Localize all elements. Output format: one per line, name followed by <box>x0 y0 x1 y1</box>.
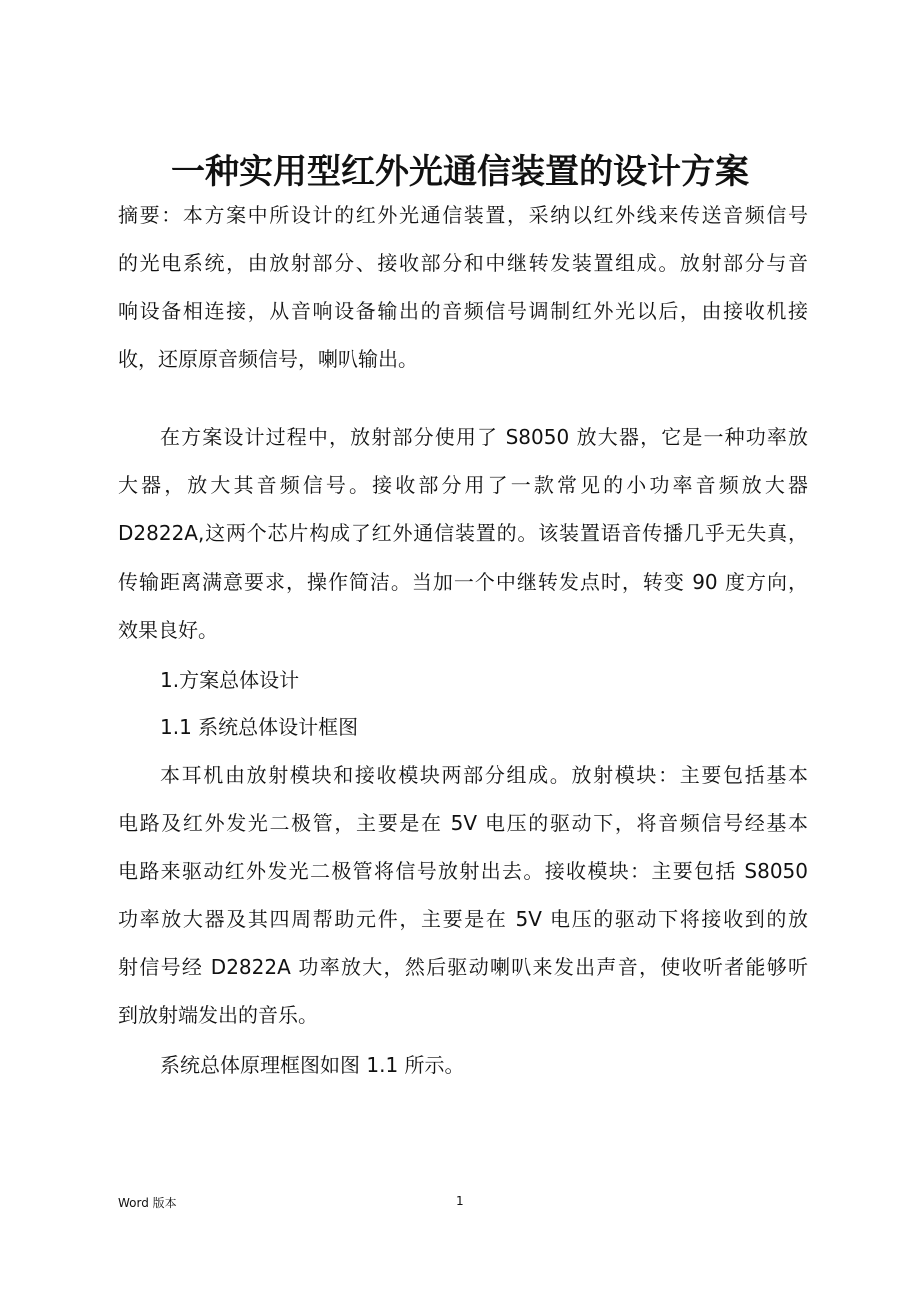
paragraph-line: 在方案设计过程中，放射部分使用了 S8050 放大器，它是一种功率放 <box>160 425 808 449</box>
paragraph-line: 射信号经 D2822A 功率放大，然后驱动喇叭来发出声音，使收听者能够听 <box>118 955 808 979</box>
page-number: 1 <box>456 1194 464 1208</box>
paragraph-line: 摘要：本方案中所设计的红外光通信装置，采纳以红外线来传送音频信号 <box>118 203 808 227</box>
paragraph-line: 大器，放大其音频信号。接收部分用了一款常见的小功率音频放大器 <box>118 473 808 497</box>
paragraph-line: 传输距离满意要求，操作简洁。当加一个中继转发点时，转变 90 度方向， <box>118 570 808 594</box>
section-heading: 1.方案总体设计 <box>160 668 300 692</box>
paragraph-line: 本耳机由放射模块和接收模块两部分组成。放射模块：主要包括基本 <box>160 763 808 787</box>
paragraph-line: 响设备相连接，从音响设备输出的音频信号调制红外光以后，由接收机接 <box>118 299 808 323</box>
footer-label: Word 版本 <box>118 1196 177 1210</box>
paragraph-line: 电路及红外发光二极管，主要是在 5V 电压的驱动下，将音频信号经基本 <box>118 811 808 835</box>
paragraph-line: 到放射端发出的音乐。 <box>118 1003 318 1027</box>
paragraph-line: 系统总体原理框图如图 1.1 所示。 <box>160 1053 465 1077</box>
document-title: 一种实用型红外光通信装置的设计方案 <box>171 152 749 192</box>
paragraph-line: 效果良好。 <box>118 618 218 642</box>
paragraph-line: 收，还原原音频信号，喇叭输出。 <box>118 347 418 371</box>
paragraph-line: 功率放大器及其四周帮助元件，主要是在 5V 电压的驱动下将接收到的放 <box>118 907 808 931</box>
paragraph-line: 电路来驱动红外发光二极管将信号放射出去。接收模块：主要包括 S8050 <box>118 859 808 883</box>
paragraph-line: 的光电系统，由放射部分、接收部分和中继转发装置组成。放射部分与音 <box>118 251 808 275</box>
paragraph-line: D2822A,这两个芯片构成了红外通信装置的。该装置语音传播几乎无失真， <box>118 521 808 545</box>
subsection-heading: 1.1 系统总体设计框图 <box>160 715 359 739</box>
